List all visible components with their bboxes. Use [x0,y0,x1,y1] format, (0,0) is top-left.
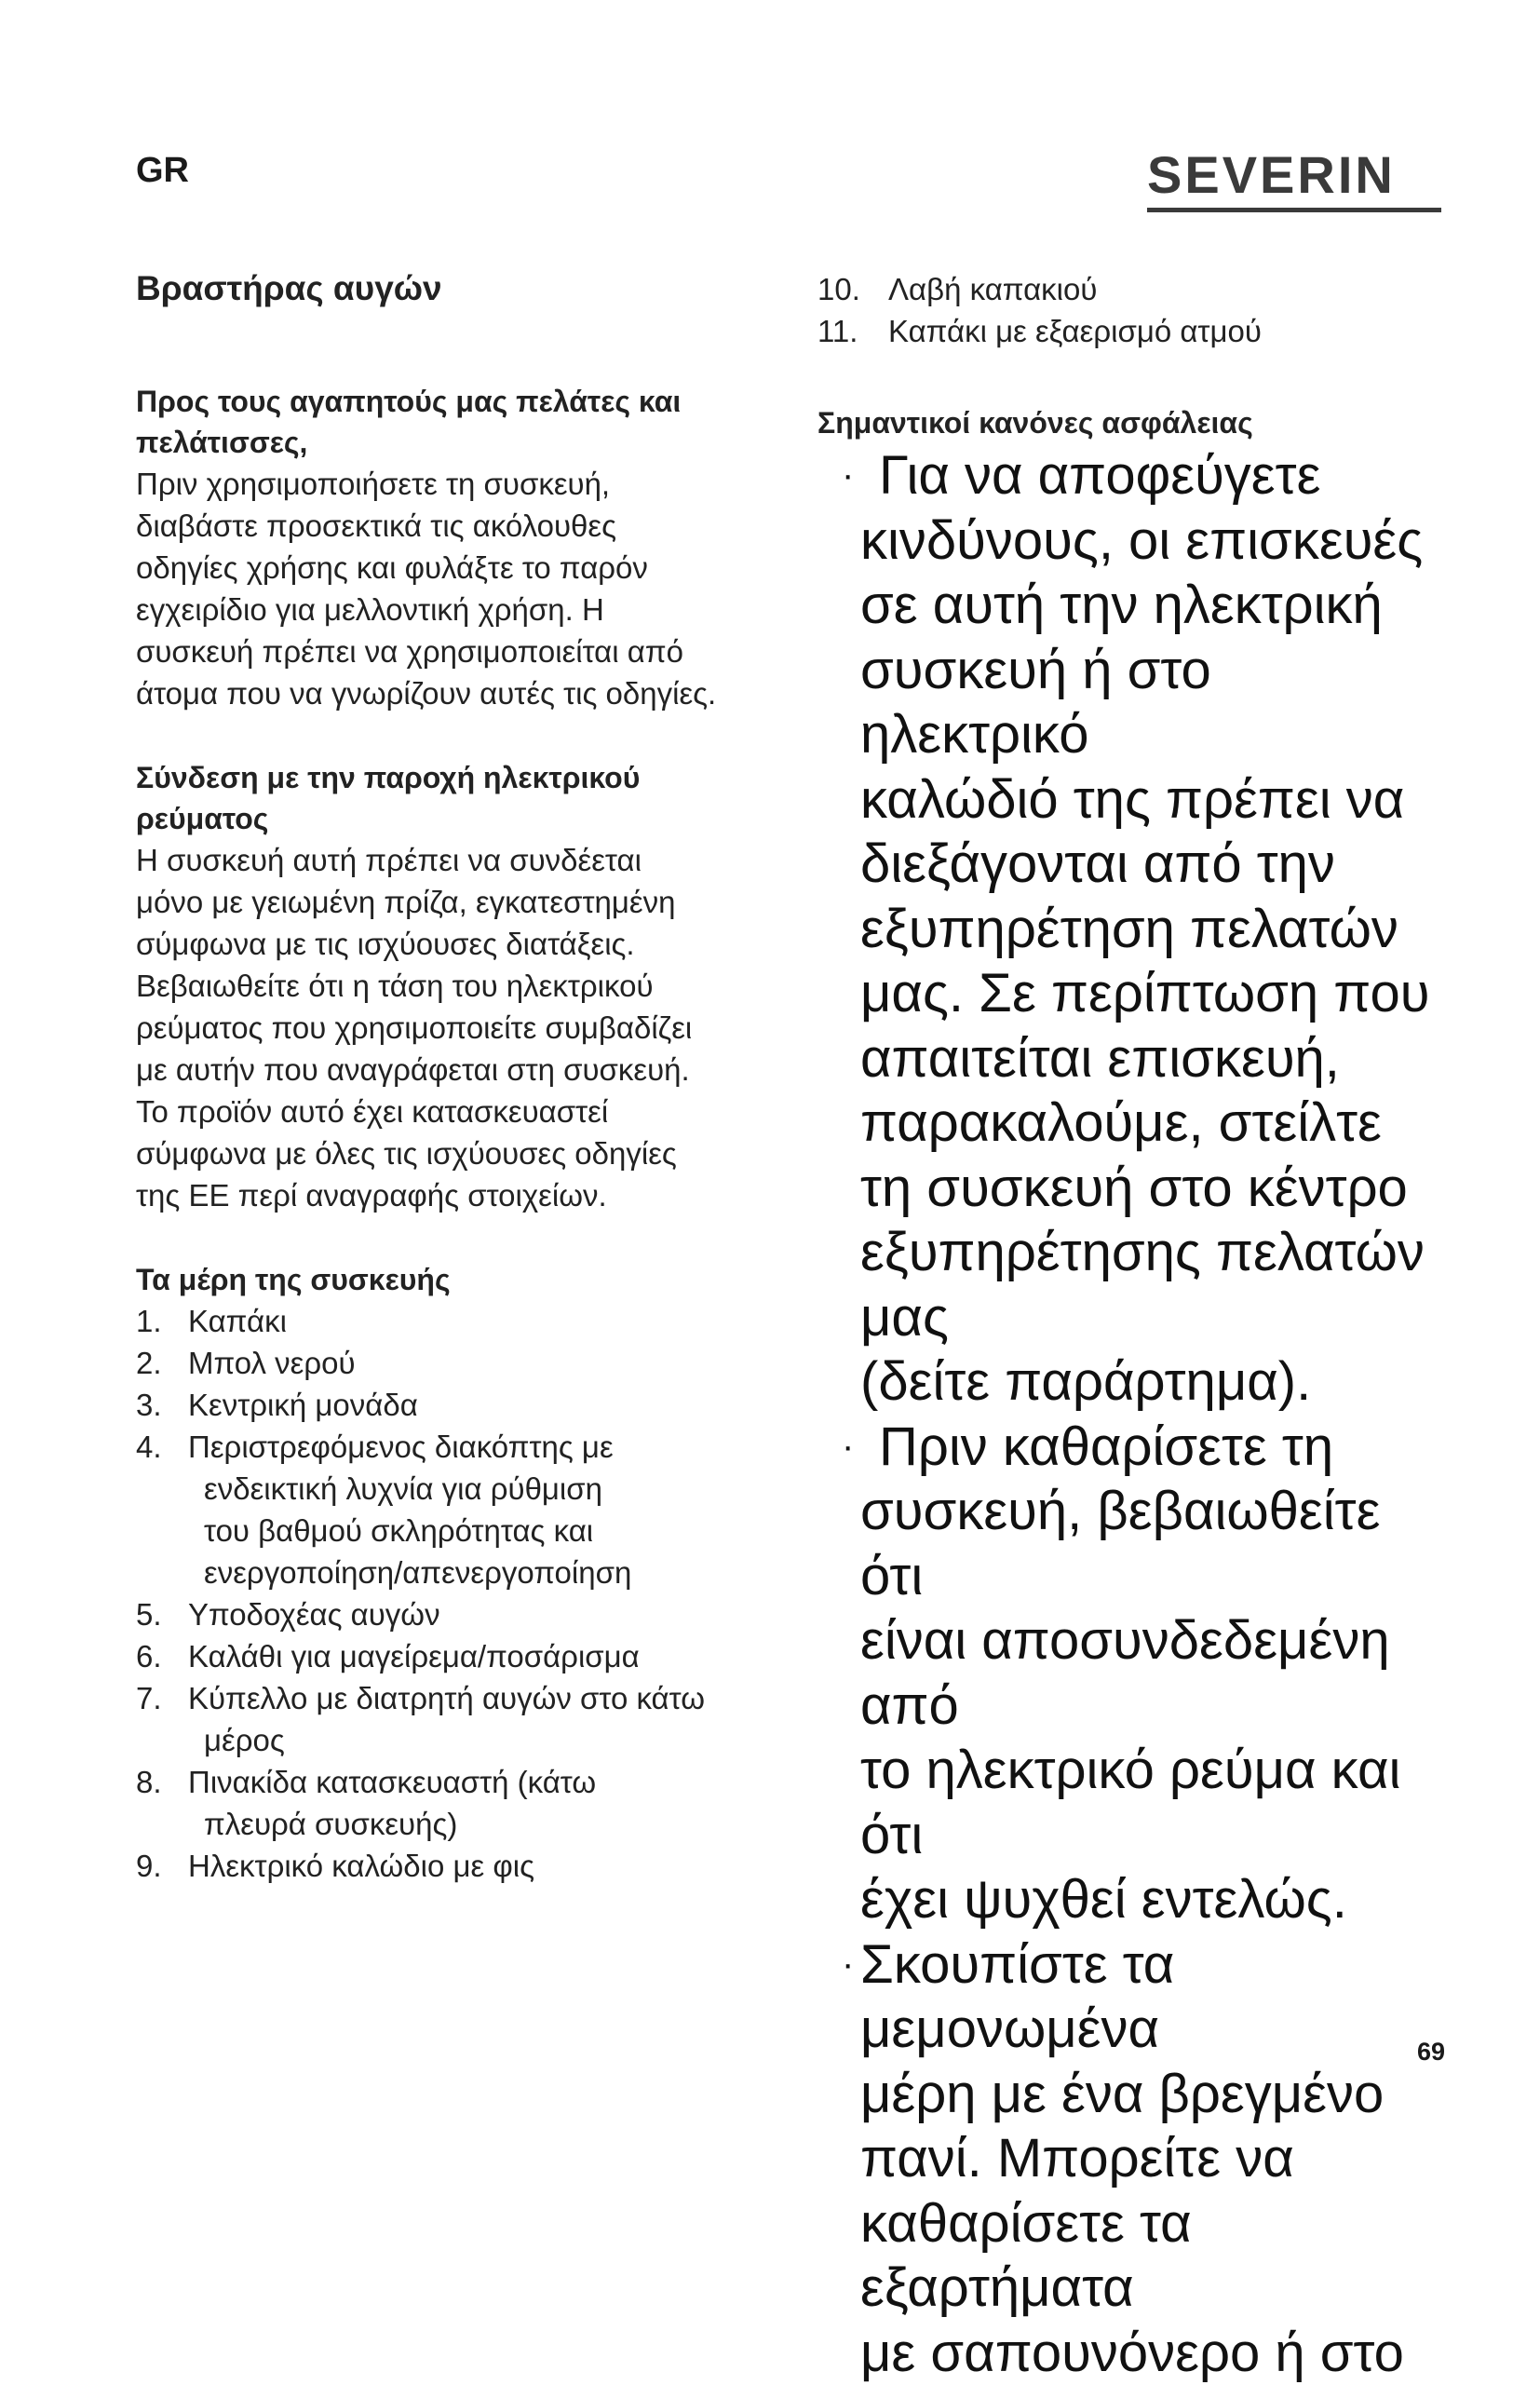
parts-list [136,1300,769,1887]
connection-section [136,757,769,1216]
list-item-text: Περιστρεφόμενος διακόπτης με [188,1430,614,1464]
list-item [136,1761,769,1845]
list-item-text: Πινακίδα κατασκευαστή (κάτω [188,1765,596,1799]
list-item-text: Καλάθι για μαγείρεμα/ποσάρισμα [188,1639,640,1674]
list-item-number: 9. [136,1845,162,1887]
safety-line: συσκευή ή στο ηλεκτρικό [860,640,1211,766]
list-item-number: 7. [136,1677,162,1719]
page-number: 69 [1417,2038,1445,2067]
list-item-text: Καπάκι με εξαερισμό ατμού [888,314,1262,348]
list-item-text: του βαθμού σκληρότητας και [188,1513,593,1548]
text-line: μόνο με γειωμένη πρίζα, εγκατεστημένη [136,885,675,919]
left-column [136,266,769,1887]
brand-logo [1147,149,1441,214]
parts-heading: Τα μέρη της συσκευής [136,1259,769,1300]
list-item-text: Μπολ νερού [188,1346,356,1380]
language-code: GR [136,151,189,191]
safety-line: διεξάγονται από την [860,833,1335,894]
list-item [136,1300,769,1342]
list-item-number: 5. [136,1593,162,1635]
list-item-text: Κεντρική μονάδα [188,1388,418,1422]
list-item-text: Ηλεκτρικό καλώδιο με φις [188,1849,534,1883]
safety-item [817,443,1451,1415]
list-item [136,1426,769,1593]
text-line: σύμφωνα με τις ισχύουσες διατάξεις. [136,927,635,961]
text-line: Πριν χρησιμοποιήσετε τη συσκευή, [136,467,610,501]
list-item-text: ενεργοποίηση/απενεργοποίηση [188,1555,631,1590]
safety-line: καλώδιό της πρέπει να [860,769,1404,830]
safety-line: παρακαλούμε, στείλτε [860,1092,1382,1153]
safety-line: είναι αποσυνδεδεμένη από [860,1610,1390,1736]
safety-line: τη συσκευή στο κέντρο [860,1158,1408,1218]
list-item [136,1677,769,1761]
safety-line: Σκουπίστε τα μεμονωμένα [860,1934,1174,2060]
parts-section [136,1259,769,1887]
right-column [817,266,1451,2385]
safety-line: πανί. Μπορείτε να [860,2128,1294,2189]
text-line: Βεβαιωθείτε ότι η τάση του ηλεκτρικού [136,969,654,1003]
safety-list [817,443,1451,2385]
list-item-number: 11. [817,310,858,352]
intro-heading [136,381,769,463]
intro-heading-line: πελάτισσες, [136,426,307,459]
list-item-text: ενδεικτική λυχνία για ρύθμιση [188,1471,602,1506]
list-item [817,310,1451,352]
page-title: Βραστήρας αυγών [136,266,769,311]
list-item-number: 8. [136,1761,162,1803]
bullet-icon: · [842,1415,854,1480]
parts-list-continued [817,268,1451,352]
text-line: διαβάστε προσεκτικά τις ακόλουθες [136,508,616,543]
text-line: της ΕΕ περί αναγραφής στοιχείων. [136,1178,607,1213]
bullet-icon: · [842,443,854,508]
brand-logo-text: SEVERIN [1147,149,1441,201]
safety-line: (δείτε παράρτημα). [860,1351,1311,1412]
list-item-text: Καπάκι [188,1304,287,1338]
intro-heading-line: Προς τους αγαπητούς μας πελάτες και [136,385,681,418]
safety-line: Για να αποφεύγετε [860,445,1320,506]
safety-line: κινδύνους, οι επισκευές [860,510,1423,571]
safety-line: σε αυτή την ηλεκτρική [860,575,1383,635]
connection-paragraph [136,839,769,1216]
connection-heading [136,757,769,839]
list-item-number: 2. [136,1342,162,1384]
safety-line: μας. Σε περίπτωση που [860,963,1429,1023]
list-item [136,1384,769,1426]
connection-heading-line: ρεύματος [136,802,268,835]
list-item-number: 1. [136,1300,162,1342]
safety-item [817,1415,1451,1932]
list-item [817,268,1451,310]
text-line: οδηγίες χρήσης και φυλάξτε το παρόν [136,550,648,585]
safety-section [817,402,1451,2385]
intro-section [136,381,769,714]
brand-logo-underline [1147,208,1441,212]
safety-line: εξυπηρέτησης πελατών μας [860,1222,1425,1348]
safety-line: καθαρίσετε τα εξαρτήματα [860,2193,1192,2319]
text-line: ρεύματος που χρησιμοποιείτε συμβαδίζει [136,1010,692,1045]
connection-heading-line: Σύνδεση με την παροχή ηλεκτρικού [136,761,640,794]
safety-line: με σαπουνόνερο ή στο [860,2323,1404,2383]
text-line: εγχειρίδιο για μελλοντική χρήση. Η [136,592,604,627]
list-item-text: πλευρά συσκευής) [188,1807,457,1841]
safety-line: απαιτείται επισκευή, [860,1028,1340,1089]
text-line: άτομα που να γνωρίζουν αυτές τις οδηγίες. [136,676,716,711]
list-item-number: 6. [136,1635,162,1677]
list-item-number: 3. [136,1384,162,1426]
list-item [136,1342,769,1384]
list-item-number: 4. [136,1426,162,1468]
list-item-text: Λαβή καπακιού [888,272,1097,306]
text-line: με αυτήν που αναγράφεται στη συσκευή. [136,1052,690,1087]
list-item-text: Κύπελλο με διατρητή αυγών στο κάτω [188,1681,705,1715]
safety-line: έχει ψυχθεί εντελώς. [860,1869,1347,1930]
text-line: σύμφωνα με όλες τις ισχύουσες οδηγίες [136,1136,677,1171]
text-line: συσκευή πρέπει να χρησιμοποιείται από [136,634,683,669]
safety-line: μέρη με ένα βρεγμένο [860,2064,1384,2124]
text-line: Η συσκευή αυτή πρέπει να συνδέεται [136,843,642,877]
safety-item [817,1932,1451,2385]
safety-line: το ηλεκτρικό ρεύμα και ότι [860,1740,1400,1865]
safety-heading: Σημαντικοί κανόνες ασφάλειας [817,402,1451,443]
list-item-number: 10. [817,268,860,310]
bullet-icon: · [842,1932,854,1998]
safety-line: συσκευή, βεβαιωθείτε ότι [860,1481,1380,1606]
safety-line: εξυπηρέτηση πελατών [860,899,1398,959]
list-item [136,1635,769,1677]
intro-paragraph [136,463,769,714]
list-item [136,1593,769,1635]
list-item-text: Υποδοχέας αυγών [188,1597,440,1632]
safety-line: Πριν καθαρίσετε τη [860,1416,1333,1477]
text-line: Το προϊόν αυτό έχει κατασκευαστεί [136,1094,608,1129]
list-item-text: μέρος [188,1723,285,1757]
list-item [136,1845,769,1887]
